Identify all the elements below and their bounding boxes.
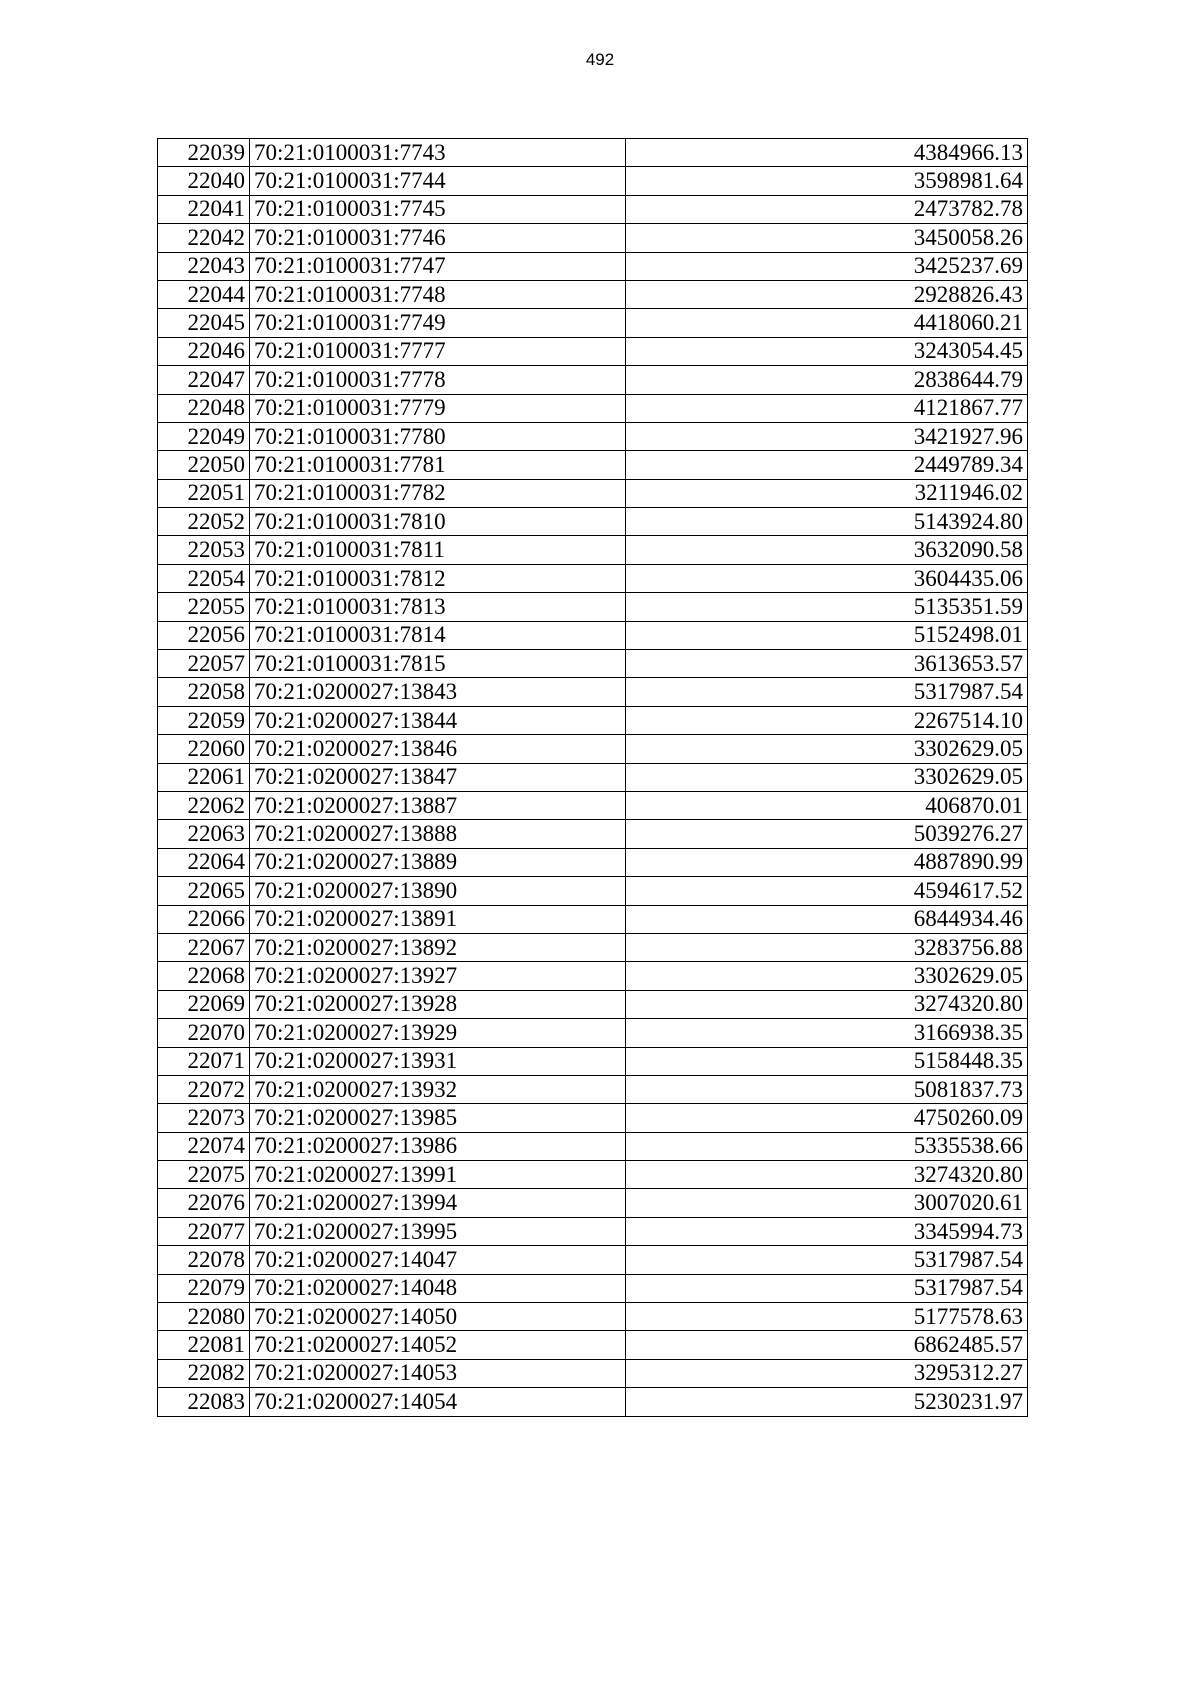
row-number-cell: 22075: [158, 1161, 250, 1189]
row-number-cell: 22081: [158, 1331, 250, 1359]
cadastral-number-cell: 70:21:0200027:13891: [250, 905, 626, 933]
cadastral-value-cell: 3274320.80: [626, 1161, 1028, 1189]
row-number-cell: 22039: [158, 139, 250, 167]
table-row: [158, 848, 1028, 876]
row-number-cell: 22061: [158, 763, 250, 791]
cadastral-number-cell: 70:21:0200027:13847: [250, 763, 626, 791]
row-number-cell: 22060: [158, 735, 250, 763]
table-row: [158, 422, 1028, 450]
row-number-cell: 22080: [158, 1303, 250, 1331]
row-number-cell: 22067: [158, 933, 250, 961]
cadastral-value-cell: 4418060.21: [626, 309, 1028, 337]
row-number-cell: 22066: [158, 905, 250, 933]
cadastral-value-cell: 2449789.34: [626, 451, 1028, 479]
cadastral-value-cell: 3007020.61: [626, 1189, 1028, 1217]
table-row: [158, 678, 1028, 706]
cadastral-number-cell: 70:21:0200027:13986: [250, 1132, 626, 1160]
cadastral-value-cell: 3302629.05: [626, 763, 1028, 791]
cadastral-number-cell: 70:21:0100031:7746: [250, 224, 626, 252]
cadastral-value-cell: 3425237.69: [626, 252, 1028, 280]
cadastral-value-cell: 406870.01: [626, 791, 1028, 819]
cadastral-value-cell: 2267514.10: [626, 706, 1028, 734]
row-number-cell: 22077: [158, 1217, 250, 1245]
cadastral-number-cell: 70:21:0200027:14047: [250, 1246, 626, 1274]
row-number-cell: 22051: [158, 479, 250, 507]
cadastral-number-cell: 70:21:0200027:14048: [250, 1274, 626, 1302]
row-number-cell: 22056: [158, 621, 250, 649]
cadastral-number-cell: 70:21:0200027:13931: [250, 1047, 626, 1075]
cadastral-number-cell: 70:21:0100031:7743: [250, 139, 626, 167]
cadastral-number-cell: 70:21:0100031:7777: [250, 337, 626, 365]
cadastral-number-cell: 70:21:0200027:13892: [250, 933, 626, 961]
row-number-cell: 22074: [158, 1132, 250, 1160]
row-number-cell: 22063: [158, 820, 250, 848]
table-row: [158, 933, 1028, 961]
row-number-cell: 22064: [158, 848, 250, 876]
cadastral-number-cell: 70:21:0200027:14052: [250, 1331, 626, 1359]
table-row: [158, 905, 1028, 933]
cadastral-number-cell: 70:21:0200027:13843: [250, 678, 626, 706]
table-row: [158, 877, 1028, 905]
row-number-cell: 22049: [158, 422, 250, 450]
row-number-cell: 22041: [158, 195, 250, 223]
row-number-cell: 22078: [158, 1246, 250, 1274]
cadastral-value-cell: 6844934.46: [626, 905, 1028, 933]
cadastral-value-cell: 3598981.64: [626, 167, 1028, 195]
cadastral-value-cell: 3421927.96: [626, 422, 1028, 450]
cadastral-value-cell: 4121867.77: [626, 394, 1028, 422]
cadastral-value-table: [157, 138, 1028, 1417]
cadastral-number-cell: 70:21:0200027:13928: [250, 990, 626, 1018]
cadastral-number-cell: 70:21:0200027:13927: [250, 962, 626, 990]
row-number-cell: 22050: [158, 451, 250, 479]
cadastral-number-cell: 70:21:0100031:7745: [250, 195, 626, 223]
cadastral-value-cell: 3632090.58: [626, 536, 1028, 564]
cadastral-number-cell: 70:21:0200027:13994: [250, 1189, 626, 1217]
row-number-cell: 22076: [158, 1189, 250, 1217]
cadastral-value-cell: 3274320.80: [626, 990, 1028, 1018]
cadastral-number-cell: 70:21:0100031:7780: [250, 422, 626, 450]
row-number-cell: 22058: [158, 678, 250, 706]
table-row: [158, 1217, 1028, 1245]
cadastral-value-cell: 4750260.09: [626, 1104, 1028, 1132]
cadastral-value-cell: 3613653.57: [626, 650, 1028, 678]
cadastral-value-cell: 5317987.54: [626, 678, 1028, 706]
cadastral-number-cell: 70:21:0100031:7814: [250, 621, 626, 649]
table-row: [158, 1388, 1028, 1416]
cadastral-number-cell: 70:21:0100031:7782: [250, 479, 626, 507]
row-number-cell: 22042: [158, 224, 250, 252]
table-row: [158, 252, 1028, 280]
cadastral-value-cell: 3243054.45: [626, 337, 1028, 365]
row-number-cell: 22045: [158, 309, 250, 337]
table-row: [158, 706, 1028, 734]
cadastral-number-cell: 70:21:0200027:13995: [250, 1217, 626, 1245]
page-number: 492: [585, 50, 615, 69]
row-number-cell: 22048: [158, 394, 250, 422]
table-row: [158, 1246, 1028, 1274]
cadastral-number-cell: 70:21:0200027:14050: [250, 1303, 626, 1331]
cadastral-value-cell: 3302629.05: [626, 962, 1028, 990]
row-number-cell: 22057: [158, 650, 250, 678]
cadastral-value-cell: 5317987.54: [626, 1246, 1028, 1274]
cadastral-value-cell: 5081837.73: [626, 1075, 1028, 1103]
cadastral-number-cell: 70:21:0200027:13844: [250, 706, 626, 734]
table-row: [158, 564, 1028, 592]
table-row: [158, 621, 1028, 649]
table-row: [158, 167, 1028, 195]
table-row: [158, 394, 1028, 422]
table-row: [158, 735, 1028, 763]
cadastral-value-cell: 5317987.54: [626, 1274, 1028, 1302]
table-row: [158, 195, 1028, 223]
cadastral-number-cell: 70:21:0100031:7747: [250, 252, 626, 280]
cadastral-number-cell: 70:21:0200027:13887: [250, 791, 626, 819]
cadastral-number-cell: 70:21:0100031:7744: [250, 167, 626, 195]
cadastral-value-cell: 3166938.35: [626, 1019, 1028, 1047]
table-row: [158, 763, 1028, 791]
table-row: [158, 536, 1028, 564]
cadastral-number-cell: 70:21:0200027:14054: [250, 1388, 626, 1416]
cadastral-number-cell: 70:21:0100031:7749: [250, 309, 626, 337]
table-row: [158, 1189, 1028, 1217]
table-row: [158, 1359, 1028, 1387]
cadastral-value-cell: 3604435.06: [626, 564, 1028, 592]
cadastral-value-cell: 3450058.26: [626, 224, 1028, 252]
cadastral-value-cell: 3345994.73: [626, 1217, 1028, 1245]
row-number-cell: 22059: [158, 706, 250, 734]
cadastral-value-cell: 3283756.88: [626, 933, 1028, 961]
cadastral-number-cell: 70:21:0200027:13888: [250, 820, 626, 848]
table-row: [158, 1104, 1028, 1132]
table-row: [158, 451, 1028, 479]
cadastral-value-cell: 3295312.27: [626, 1359, 1028, 1387]
cadastral-value-cell: 5152498.01: [626, 621, 1028, 649]
cadastral-value-cell: 5158448.35: [626, 1047, 1028, 1075]
table-row: [158, 139, 1028, 167]
table-row: [158, 366, 1028, 394]
cadastral-value-cell: 3211946.02: [626, 479, 1028, 507]
cadastral-value-cell: 6862485.57: [626, 1331, 1028, 1359]
cadastral-value-cell: 3302629.05: [626, 735, 1028, 763]
row-number-cell: 22062: [158, 791, 250, 819]
cadastral-value-cell: 4887890.99: [626, 848, 1028, 876]
cadastral-value-cell: 2928826.43: [626, 280, 1028, 308]
table-row: [158, 1019, 1028, 1047]
table-row: [158, 1132, 1028, 1160]
table-row: [158, 791, 1028, 819]
cadastral-value-cell: 5039276.27: [626, 820, 1028, 848]
cadastral-value-cell: 5230231.97: [626, 1388, 1028, 1416]
row-number-cell: 22065: [158, 877, 250, 905]
row-number-cell: 22068: [158, 962, 250, 990]
row-number-cell: 22054: [158, 564, 250, 592]
cadastral-number-cell: 70:21:0100031:7811: [250, 536, 626, 564]
cadastral-value-cell: 2838644.79: [626, 366, 1028, 394]
table-row: [158, 1274, 1028, 1302]
table-row: [158, 1047, 1028, 1075]
cadastral-value-cell: 2473782.78: [626, 195, 1028, 223]
table-row: [158, 990, 1028, 1018]
cadastral-number-cell: 70:21:0200027:13890: [250, 877, 626, 905]
row-number-cell: 22072: [158, 1075, 250, 1103]
cadastral-value-cell: 5177578.63: [626, 1303, 1028, 1331]
table-row: [158, 1161, 1028, 1189]
cadastral-number-cell: 70:21:0200027:13932: [250, 1075, 626, 1103]
cadastral-number-cell: 70:21:0200027:13991: [250, 1161, 626, 1189]
row-number-cell: 22052: [158, 508, 250, 536]
table-row: [158, 593, 1028, 621]
row-number-cell: 22047: [158, 366, 250, 394]
cadastral-value-cell: 5335538.66: [626, 1132, 1028, 1160]
row-number-cell: 22073: [158, 1104, 250, 1132]
row-number-cell: 22083: [158, 1388, 250, 1416]
table-row: [158, 479, 1028, 507]
row-number-cell: 22079: [158, 1274, 250, 1302]
cadastral-number-cell: 70:21:0100031:7813: [250, 593, 626, 621]
table-row: [158, 962, 1028, 990]
row-number-cell: 22071: [158, 1047, 250, 1075]
cadastral-number-cell: 70:21:0200027:13889: [250, 848, 626, 876]
cadastral-value-cell: 5143924.80: [626, 508, 1028, 536]
table-row: [158, 820, 1028, 848]
cadastral-number-cell: 70:21:0100031:7815: [250, 650, 626, 678]
table-body: [158, 139, 1028, 1417]
cadastral-number-cell: 70:21:0100031:7778: [250, 366, 626, 394]
row-number-cell: 22044: [158, 280, 250, 308]
table-row: [158, 337, 1028, 365]
cadastral-value-cell: 4594617.52: [626, 877, 1028, 905]
row-number-cell: 22046: [158, 337, 250, 365]
cadastral-number-cell: 70:21:0100031:7810: [250, 508, 626, 536]
table-row: [158, 309, 1028, 337]
row-number-cell: 22053: [158, 536, 250, 564]
cadastral-number-cell: 70:21:0200027:13985: [250, 1104, 626, 1132]
cadastral-value-cell: 4384966.13: [626, 139, 1028, 167]
row-number-cell: 22082: [158, 1359, 250, 1387]
table-row: [158, 280, 1028, 308]
cadastral-number-cell: 70:21:0200027:13846: [250, 735, 626, 763]
cadastral-number-cell: 70:21:0100031:7781: [250, 451, 626, 479]
cadastral-number-cell: 70:21:0200027:13929: [250, 1019, 626, 1047]
table-row: [158, 1331, 1028, 1359]
table-row: [158, 1303, 1028, 1331]
cadastral-value-cell: 5135351.59: [626, 593, 1028, 621]
cadastral-number-cell: 70:21:0200027:14053: [250, 1359, 626, 1387]
row-number-cell: 22070: [158, 1019, 250, 1047]
row-number-cell: 22055: [158, 593, 250, 621]
table-row: [158, 224, 1028, 252]
cadastral-number-cell: 70:21:0100031:7748: [250, 280, 626, 308]
cadastral-number-cell: 70:21:0100031:7812: [250, 564, 626, 592]
row-number-cell: 22069: [158, 990, 250, 1018]
table-row: [158, 1075, 1028, 1103]
row-number-cell: 22043: [158, 252, 250, 280]
row-number-cell: 22040: [158, 167, 250, 195]
table-row: [158, 508, 1028, 536]
cadastral-number-cell: 70:21:0100031:7779: [250, 394, 626, 422]
table-row: [158, 650, 1028, 678]
